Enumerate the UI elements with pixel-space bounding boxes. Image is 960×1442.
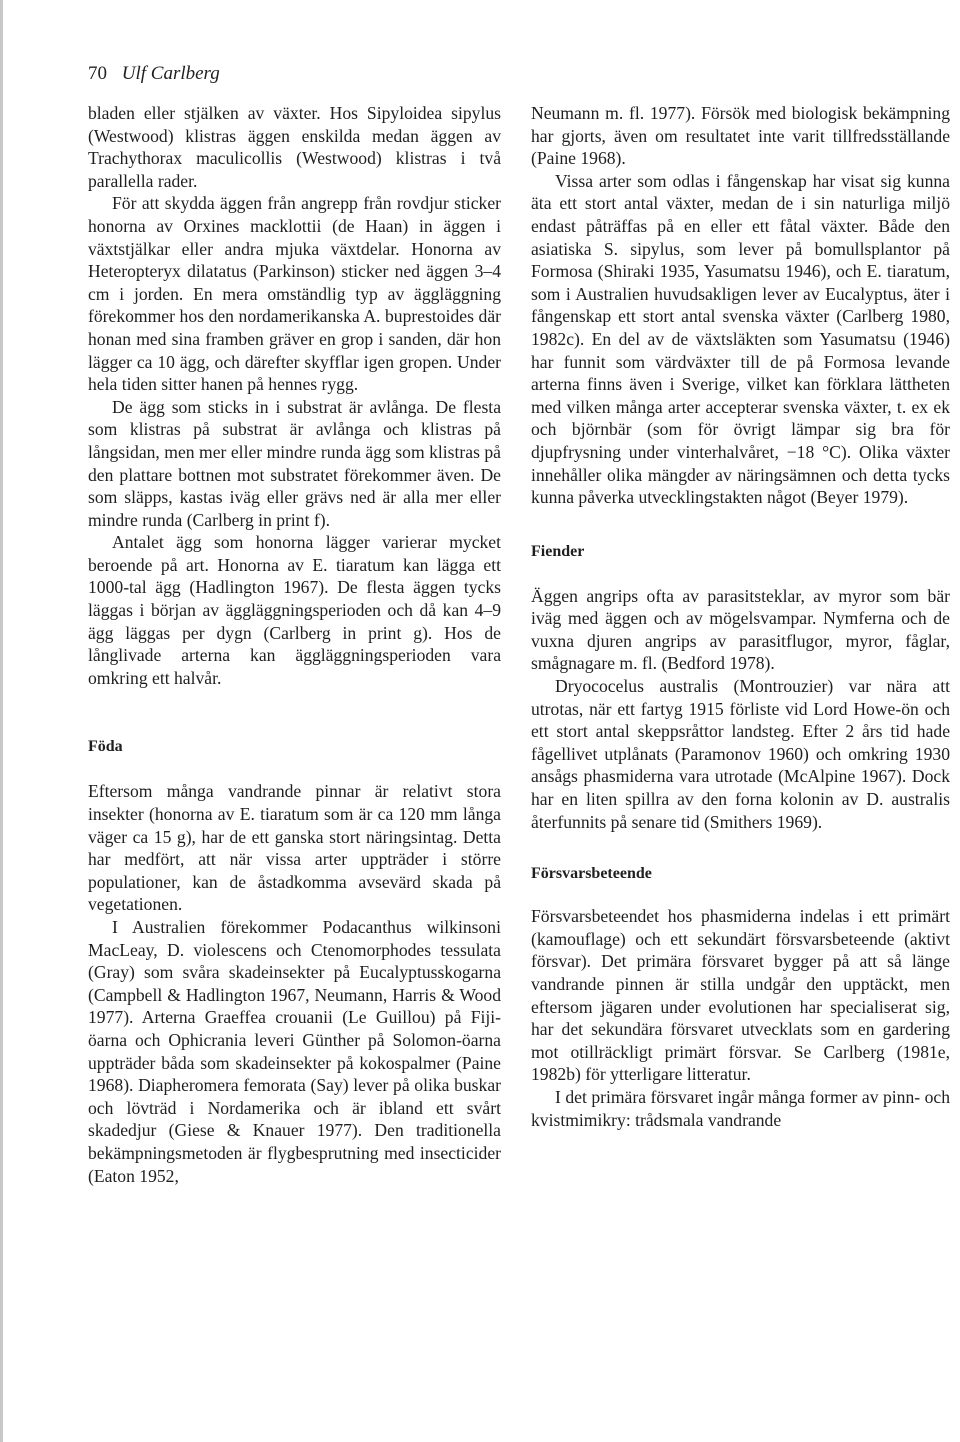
paragraph: I det primära försvaret ingår många former av pinn- och kvistmimikry: trådsmala vandrande	[531, 1086, 950, 1130]
paragraph: I Australien förekommer Podacanthus wilkinsoni MacLeay, D. violescens och Ctenomorphodes tessulata (Gray) som svåra skadeinsekter på Eucalyptusskogarna (Campbell & Hadlington 1967, Neumann, Harris & Wood 1977). Arterna Graeffea crouanii (Le Guillou) på Fiji-öarna och Ophicrania leveri Günther på Solomon-öarna uppträder båda som skadeinsekter på kokospalmer (Paine 1968). Diapheromera femorata (Say) lever på olika buskar och lövträd i Nordamerika och är ibland ett svårt skadedjur (Giese & Knauer 1977). Den traditionella bekämpningsmetoden är flygbesprutning med insecticider (Eaton 1952,	[88, 917, 501, 1186]
paragraph: Eftersom många vandrande pinnar är relativt stora insekter (honorna av E. tiaratum som är ca 120 mm långa väger ca 15 g), har de ett ganska stort näringsintag. Detta har medfört, att när vissa arter uppträder i större populationer, kan de åstadkomma avsevärd skada på vegetationen.	[88, 781, 501, 915]
running-header	[88, 62, 220, 86]
section-heading-fiender: Fiender	[531, 542, 585, 560]
paragraph: bladen eller stjälken av växter. Hos Sipyloidea sipylus (Westwood) klistras äggen enskilda medan äggen av Trachythorax maculicollis (Westwood) klistras i två parallella rader.	[88, 103, 501, 191]
left-column	[88, 102, 501, 1187]
paragraph: Äggen angrips ofta av parasitsteklar, av myror som bär iväg med äggen och av mögelsvampar. Nymferna och de vuxna djuren angrips av parasitflugor, myror, fåglar, smågnagare m. fl. (Bedford 1978).	[531, 585, 950, 674]
running-author: Ulf Carlberg	[121, 63, 220, 84]
paragraph: Neumann m. fl. 1977). Försök med biologisk bekämpning har gjorts, även om resultatet inte varit tillfredsställande (Paine 1968).	[531, 103, 950, 169]
paragraph: Vissa arter som odlas i fångenskap har visat sig kunna äta ett stort antal växter, medan de i sin naturliga miljö endast påträffas på en eller ett fåtal växter. Både den asiatiska S. sipylus, som lever på bomullsplantor på Formosa (Shiraki 1935, Yasumatsu 1946), och E. tiaratum, som i Australien huvudsakligen lever av Eucalyptus, äter i fångenskap ett stort antal svenska växter (Carlberg 1980, 1982c). En del av de växtsläkten som Yasumatsu (1946) har funnit som värdväxter till de på Formosa levande arterna finns även i Sverige, vilket kan förklara lättheten med vilken många arter accepterar svenska växter, t. ex ek och björnbär (som för övrigt lämpar sig bra för djupfrysning under vinterhalvåret, −18 °C). Olika växter innehåller olika mängder av näringsämnen och detta tycks kunna påverka utvecklingstakten något (Beyer 1979).	[531, 170, 950, 508]
page-number: 70	[88, 63, 107, 84]
page-edge-shadow	[0, 0, 3, 1442]
right-column	[531, 102, 950, 1131]
paragraph: Dryococelus australis (Montrouzier) var nära att utrotas, när ett fartyg 1915 förliste vid Lord Howe-ön och ett stort antal skeppsråttor landsteg. Efter 2 års tid hade fågellivet utplånats (Paramonov 1960) och omkring 1930 ansågs phasmiderna vara utrotade (McAlpine 1967). Dock har en liten spillra av den forna kolonin av D. australis återfunnits på senare tid (Smithers 1969).	[531, 676, 950, 832]
paragraph: För att skydda äggen från angrepp från rovdjur sticker honorna av Orxines macklottii (de Haan) in äggen i växtstjälkar eller andra mjuka växtdelar. Honorna av Heteropteryx dilatatus (Parkinson) sticker ned äggen 3–4 cm i jorden. En mera omständlig typ av äggläggning förekommer hos den nordamerikanska A. buprestoides där honan med sina framben gräver en grop i sanden, där hon lägger ca 10 ägg, och därefter skyfflar igen gropen. Under hela tiden sitter hanen på hennes rygg.	[88, 193, 501, 395]
paragraph: De ägg som sticks in i substrat är avlånga. De flesta som klistras på substrat är avlånga och klistras på långsidan, men mer eller mindre runda ägg som klistras på den plattare bottnen mot substratet förekommer även. De som släpps, kastas iväg eller grävs ned är alla mer eller mindre runda (Carlberg in print f).	[88, 396, 501, 530]
paragraph: Försvarsbeteendet hos phasmiderna indelas i ett primärt (kamouflage) och ett sekundärt försvarsbeteende (aktivt försvar). Det primära försvaret bygger på att så länge vandrande pinnen är stilla undgår den upptäckt, men eftersom jägaren under evolutionen har specialiserat sig, har det sekundära försvaret utvecklats som en gardering mot otillräckligt primärt försvar. Se Carlberg (1981e, 1982b) för ytterligare litteratur.	[531, 906, 950, 1085]
section-heading-foda: Föda	[88, 738, 123, 756]
paragraph: Antalet ägg som honorna lägger varierar mycket beroende på art. Honorna av E. tiaratum kan lägga ett 1000-tal ägg (Hadlington 1967). De flesta äggen tycks läggas i början av äggläggningsperioden och då kan 4–9 ägg läggas per dygn (Carlberg in print g). Hos de långlivade arterna kan äggläggningsperioden vara omkring ett halvår.	[88, 532, 501, 688]
section-heading-forsvarsbeteende: Försvarsbeteende	[531, 865, 652, 883]
